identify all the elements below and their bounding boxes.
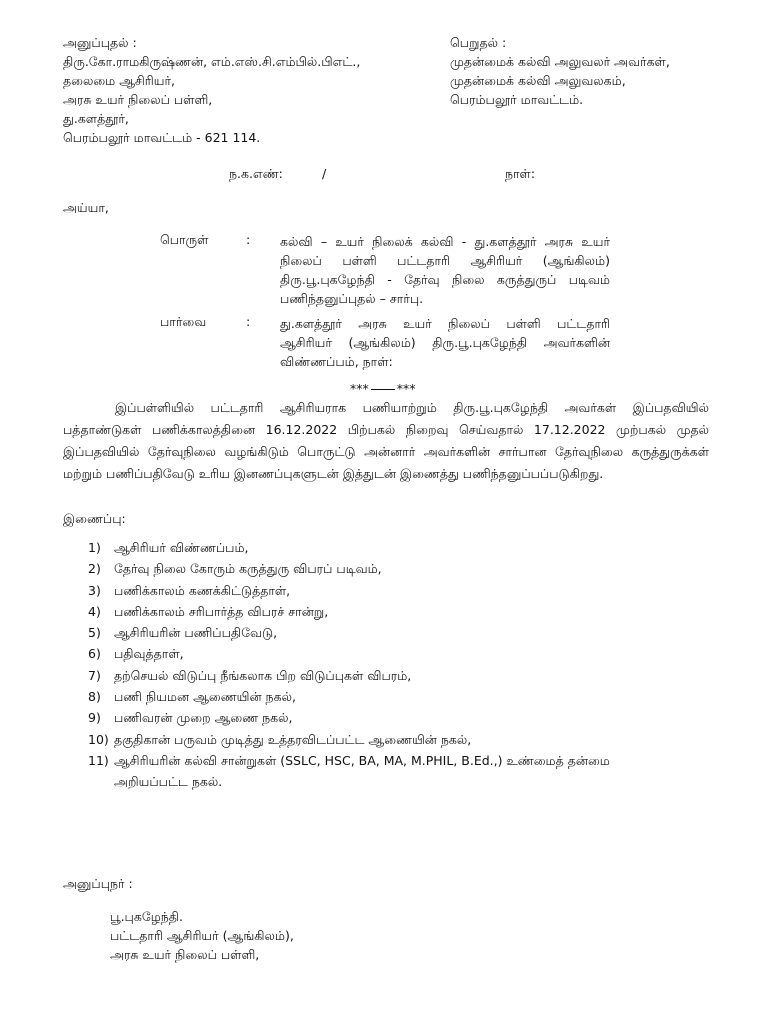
subject-line: கல்வி – உயர் நிலைக் கல்வி - து.களத்தூர் அரசு உயர்: [280, 234, 610, 249]
list-item-continuation: அறியப்பட்ட நகல்.: [114, 774, 223, 790]
reference-row: [160, 314, 610, 374]
subject-line: பணிந்தனுப்புதல் – சார்பு.: [280, 291, 424, 306]
separator-left-stars: ***: [350, 381, 369, 396]
sender-heading: அனுப்புதல் :: [63, 35, 137, 50]
recipient-officer: முதன்மைக் கல்வி அலுவலர் அவர்கள்,: [450, 54, 670, 69]
list-item-number: 8): [88, 689, 101, 705]
list-item: [88, 558, 728, 579]
list-item-text: தகுதிகான் பருவம் முடித்து உத்தரவிடப்பட்ட ஆணையின் நகல்,: [114, 731, 472, 747]
reference-colon: :: [246, 314, 251, 329]
subject-colon: :: [246, 232, 251, 247]
recipient-district: பெரம்பலூர் மாவட்டம்.: [450, 92, 584, 107]
sender-block: [63, 33, 360, 147]
list-item: [88, 665, 728, 686]
sender-name: திரு.கோ.ராமகிருஷ்ணன், எம்.எஸ்.சி.எம்பில்.பிஎட்.,: [63, 54, 361, 69]
list-item-number: 3): [88, 582, 101, 598]
list-item-number: 4): [88, 603, 101, 619]
reference-label: பார்வை: [160, 314, 207, 329]
reference-line: ஆசிரியர் (ஆங்கிலம்) திரு.பூ.புகழேந்தி அவர்களின்: [280, 335, 610, 350]
list-item-number: 11): [88, 752, 109, 768]
sender-district: பெரம்பலூர் மாவட்டம் - 621 114.: [63, 130, 261, 145]
list-item-text: ஆசிரியர் விண்ணப்பம்,: [114, 540, 249, 555]
list-item-text: பணிவரன் முறை ஆணை நகல்,: [114, 710, 293, 726]
subject-label: பொருள்: [160, 232, 209, 247]
list-item: [88, 686, 728, 707]
enclosure-list: [88, 537, 728, 793]
separator-right-stars: ***: [396, 381, 416, 396]
list-item-number: 5): [88, 625, 101, 641]
from-footer-heading: அனுப்புநர் :: [63, 876, 133, 891]
list-item-text: பணிக்காலம் சரிபார்த்த விபரச் சான்று,: [114, 603, 329, 619]
list-item-text: தேர்வு நிலை கோரும் கருத்துரு விபரப் படிவம்,: [114, 561, 382, 577]
separator-dash: [371, 389, 395, 390]
list-item: [88, 601, 728, 622]
separator: [350, 381, 416, 396]
enclosures-heading: இணைப்பு:: [63, 511, 126, 526]
recipient-block: [450, 33, 670, 109]
list-item-number: 6): [88, 646, 101, 662]
list-item-number: 7): [88, 667, 101, 683]
from-footer-block: [110, 907, 294, 964]
reference-line: விண்ணப்பம், நாள்:: [280, 354, 393, 369]
list-item-number: 10): [88, 731, 109, 747]
list-item-text: பதிவுத்தாள்,: [114, 646, 184, 662]
list-item: [88, 537, 728, 558]
ref-slash: /: [322, 166, 327, 181]
from-footer-school: அரசு உயர் நிலைப் பள்ளி,: [110, 947, 260, 962]
ref-number-label: ந.க.எண்:: [229, 166, 283, 181]
ref-date-label: நாள்:: [505, 166, 536, 181]
reference-line: து.களத்தூர் அரசு உயர் நிலைப் பள்ளி பட்டதாரி: [280, 316, 610, 331]
list-item-text: ஆசிரியரின் பணிப்பதிவேடு,: [114, 625, 278, 641]
list-item: [88, 707, 728, 728]
list-item: [88, 580, 728, 601]
list-item: [88, 643, 728, 664]
list-item: [88, 750, 728, 793]
recipient-office: முதன்மைக் கல்வி அலுவலகம்,: [450, 73, 626, 88]
subject-text: [280, 232, 610, 308]
list-item-text: பணிக்காலம் கணக்கிட்டுத்தாள்,: [114, 582, 291, 598]
subject-line: நிலைப் பள்ளி பட்டதாரி ஆசிரியர் (ஆங்கிலம்): [280, 253, 610, 268]
list-item-text: ஆசிரியரின் கல்வி சான்றுகள் (SSLC, HSC, BA, MA, M.PHIL, B.Ed.,) உண்மைத் தன்மை: [114, 752, 610, 768]
list-item-number: 9): [88, 710, 101, 726]
recipient-heading: பெறுதல் :: [450, 35, 507, 50]
subject-row: [160, 232, 610, 312]
list-item-number: 2): [88, 561, 101, 577]
from-footer-designation: பட்டதாரி ஆசிரியர் (ஆங்கிலம்),: [110, 928, 294, 943]
sender-village: து.களத்தூர்,: [63, 111, 129, 126]
list-item-number: 1): [88, 540, 101, 555]
body-paragraph: இப்பள்ளியில் பட்டதாரி ஆசிரியராக பணியாற்றும் திரு.பூ.புகழேந்தி அவர்கள் இப்பதவியில் பத்தாண்டுகள் பணிக்காலத்தினை 16.12.2022 பிற்பகல் நிறைவு செய்வதால் 17.12.2022 முற்பகல் முதல் இப்பதவியில் தேர்வுநிலை வழங்கிடும் பொருட்டு அன்னார் அவர்களின் சார்பான தேர்வுநிலை கருத்துருக்கள் மற்றும் பணிப்பதிவேடு உரிய இனணப்புகளுடன் இத்துடன் இணைத்து பணிந்தனுப்பப்படுகிறது.: [63, 400, 709, 481]
sender-designation: தலைமை ஆசிரியர்,: [63, 73, 176, 88]
list-item-text: பணி நியமன ஆணையின் நகல்,: [114, 689, 296, 705]
from-footer-name: பூ.புகழேந்தி.: [110, 909, 184, 924]
reference-text: [280, 314, 610, 371]
list-item-text: தற்செயல் விடுப்பு நீங்கலாக பிற விடுப்புகள் விபரம்,: [114, 667, 412, 683]
subject-line: திரு.பூ.புகழேந்தி - தேர்வு நிலை கருத்துருப் படிவம்: [280, 272, 610, 287]
sender-school: அரசு உயர் நிலைப் பள்ளி,: [63, 92, 213, 107]
salutation: அய்யா,: [63, 200, 109, 215]
list-item: [88, 729, 728, 750]
list-item: [88, 622, 728, 643]
